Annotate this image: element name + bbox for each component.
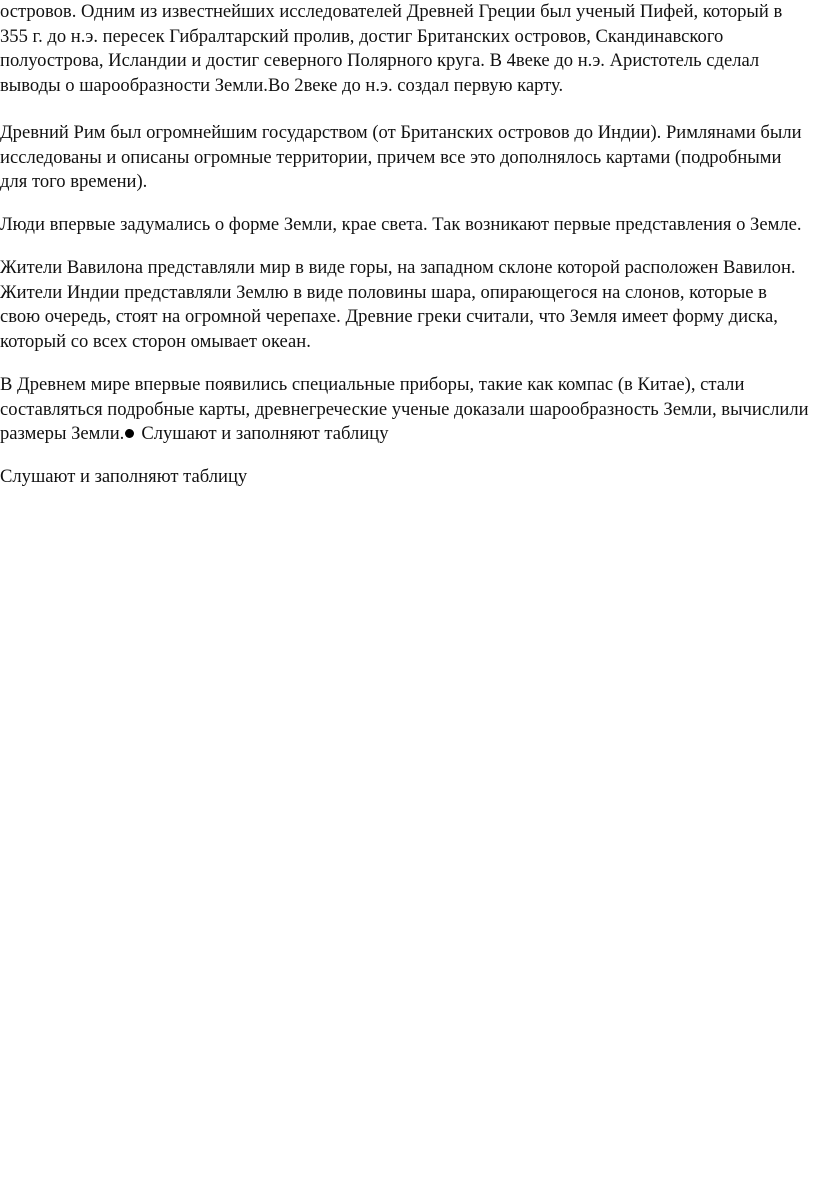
paragraph-ancient-instruments [0, 373, 810, 447]
paragraph-pytheas: островов. Одним из известнейших исследователей Древней Греции был ученый Пифей, который в 355 г. до н.э. пересек Гибралтарский пролив, достиг Британских островов, Скандинавского полуострова, Исландии и достиг северного Полярного круга. В 4веке до н.э. Аристотель сделал выводы о шарообразности Земли.Во 2веке до н.э. создал первую карту. [0, 1, 783, 96]
paragraph-earth-shape: Люди впервые задумались о форме Земли, крае света. Так возникают первые представления о Земле. [0, 213, 802, 235]
bullet-icon [125, 429, 134, 438]
paragraph-ancient-instruments-text: В Древнем мире впервые появились специальные приборы, такие как компас (в Китае), стали составляться подробные карты, древнегреческие ученые доказали шарообразность Земли, вычислили размеры Земли. [0, 374, 809, 444]
bullet-item-text: Слушают и заполняют таблицу [141, 423, 389, 444]
paragraph-ancient-rome: Древний Рим был огромнейшим государством (от Британских островов до Индии). Римлянами были исследованы и описаны огромные территории, причем все это дополнялось картами (подробными для того времени). [0, 122, 802, 192]
paragraph-ancient-views: Жители Вавилона представляли мир в виде горы, на западном склоне которой расположен Вавилон. Жители Индии представляли Землю в виде половины шара, опирающегося на слонов, которые в свою очередь, стоят на огромной черепахе. Древние греки считали, что Земля имеет форму диска, который со всех сторон омывает океан. [0, 257, 796, 352]
paragraph-listen-fill-table: Слушают и заполняют таблицу [0, 465, 248, 487]
